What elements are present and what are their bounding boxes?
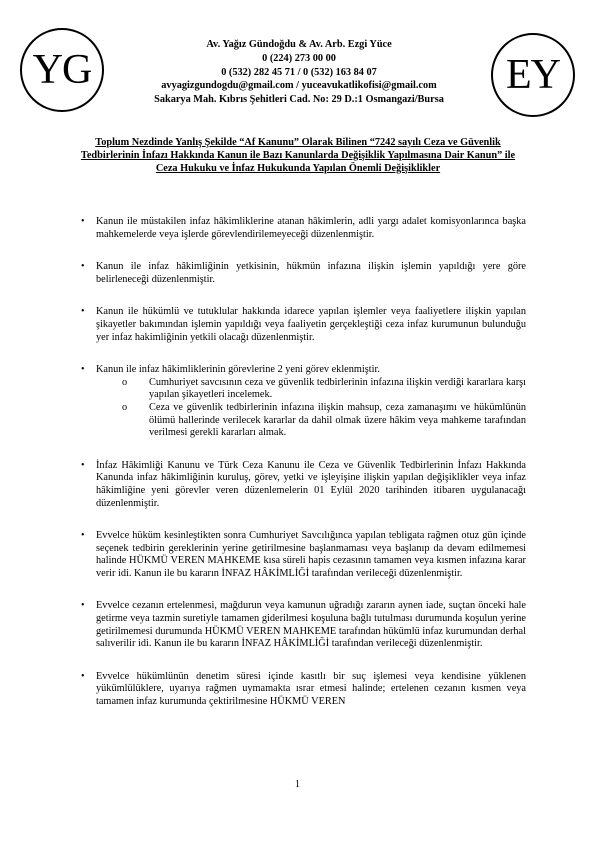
bullet-item [86, 600, 526, 650]
bullet-item [86, 364, 526, 440]
sub-list [96, 377, 526, 440]
sub-item-text: Cumhuriyet savcısının ceza ve güvenlik tedbirlerinin infazına ilişkin verdiği kararlara karşı yapılan şikayetleri incelemek. [149, 376, 526, 401]
bullet-item [86, 306, 526, 344]
sub-item-text: Ceza ve güvenlik tedbirlerinin infazına ilişkin mahsup, ceza zamanaşımı ve hükümlünün ölümü hallerinde verilecek kararlar da dahil olmak üzere hâkim veya mahkeme tarafından verilmesi gerekli kararları almak. [149, 401, 526, 439]
email-addresses: avyagizgundogdu@gmail.com / yuceavukatlikofisi@gmail.com [161, 80, 437, 92]
mobile-numbers: 0 (532) 282 45 71 / 0 (532) 163 84 07 [221, 66, 377, 78]
bullet-text: Kanun ile hükümlü ve tutuklular hakkında idarece yapılan işlemler veya faaliyetlere ilişkin yapılan şikayetler bakımından işlemin yapıldığı veya faaliyetin gerçekleştiği ceza infaz kurumunun bulunduğu yer infaz hakimliğinin yetkili olacağı düzenlenmiştir. [96, 306, 526, 343]
lawyer-names: Av. Yağız Gündoğdu & Av. Arb. Ezgi Yüce [206, 39, 392, 50]
ey-logo: EY [491, 33, 575, 117]
yg-logo: YG [20, 28, 104, 112]
bullet-text: İnfaz Hâkimliği Kanunu ve Türk Ceza Kanunu ile Ceza ve Güvenlik Tedbirlerinin İnfazı Hakkında Kanunda infaz hâkimliğinin kuruluş, görev, yetki ve işleyişine ilişkin yapılan değişiklikler veya infaz hâkimliğine yeni görevler veren düzenlemelerin 01 Eylül 2020 tarihinden itibaren uygulanacağı düzenlenmiştir. [96, 459, 526, 509]
bullet-text: Kanun ile infaz hâkimliklerinin görevlerine 2 yeni görev eklenmiştir. [96, 364, 380, 376]
bullet-item [86, 671, 526, 709]
bullet-text: Kanun ile müstakilen infaz hâkimliklerine atanan hâkimlerin, adli yargı adalet komisyonlarınca başka mahkemelerde veya işlerde görevlendirilemeyeceği düzenlenmiştir. [96, 216, 526, 240]
bullet-text: Evvelce hüküm kesinleştikten sonra Cumhuriyet Savcılığınca yapılan tebligata rağmen otuz gün içinde seçenek tedbirin gereklerinin yerine getirilmesine başlanmaması veya başlanıp da devam edilmemesi halinde HÜKMÜ VEREN MAHKEME kısa süreli hapis cezasının tamamen veya kısmen infazına karar verir idi. Kanun ile bu kararın İNFAZ HÂKİMLİĞİ tarafından verileceği düzenlenmiştir. [96, 530, 526, 579]
bullet-item [86, 216, 526, 241]
document-body [86, 216, 526, 729]
page-number: 1 [294, 779, 301, 790]
document-title: Toplum Nezdinde Yanlış Şekilde “Af Kanunu” Olarak Bilinen “7242 sayılı Ceza ve Güvenlik Tedbirlerinin İnfazı Hakkında Kanun ile Bazı Kanunlarda Değişiklik Yapılmasına Dair Kanun” ile Ceza Hukuku ve İnfaz Hukukunda Yapılan Önemli Değişiklikler [80, 137, 516, 174]
office-address: Sakarya Mah. Kıbrıs Şehitleri Cad. No: 29 D.:1 Osmangazi/Bursa [154, 94, 444, 106]
sub-item [139, 402, 526, 440]
letterhead [105, 38, 493, 107]
phone-number: 0 (224) 273 00 00 [262, 52, 336, 64]
bullet-list [86, 216, 526, 709]
bullet-text: Evvelce cezanın ertelenmesi, mağdurun veya kamunun uğradığı zararın aynen iade, suçtan önceki hale getirme veya tazmin suretiyle tamamen giderilmesi koşuluna bağlı tutulması durumunda koşulun yerine getirilmemesi durumunda HÜKMÜ VEREN MAHKEME tarafından hükümlü infaz kurumundan derhal salıverilir idi. Kanun ile bu kararın İNFAZ HÂKİMLİĞİ tarafından verileceği düzenlenmiştir. [96, 600, 526, 650]
bullet-item [86, 460, 526, 510]
sub-item [139, 377, 526, 402]
bullet-item [86, 261, 526, 286]
bullet-text: Evvelce hükümlünün denetim süresi içinde kasıtlı bir suç işlemesi veya kendisine yüklenen yükümlülüklere, uyarıya rağmen uymamakta ısrar etmesi halinde; ertelenen cezanın kısmen veya tamamen infaz kurumunda çektirilmesine HÜKMÜ VEREN [96, 670, 526, 708]
bullet-text: Kanun ile infaz hâkimliğinin yetkisinin, hükmün infazına ilişkin işlemin yapıldığı yere göre belirleneceği düzenlenmiştir. [96, 261, 526, 285]
bullet-item [86, 530, 526, 580]
